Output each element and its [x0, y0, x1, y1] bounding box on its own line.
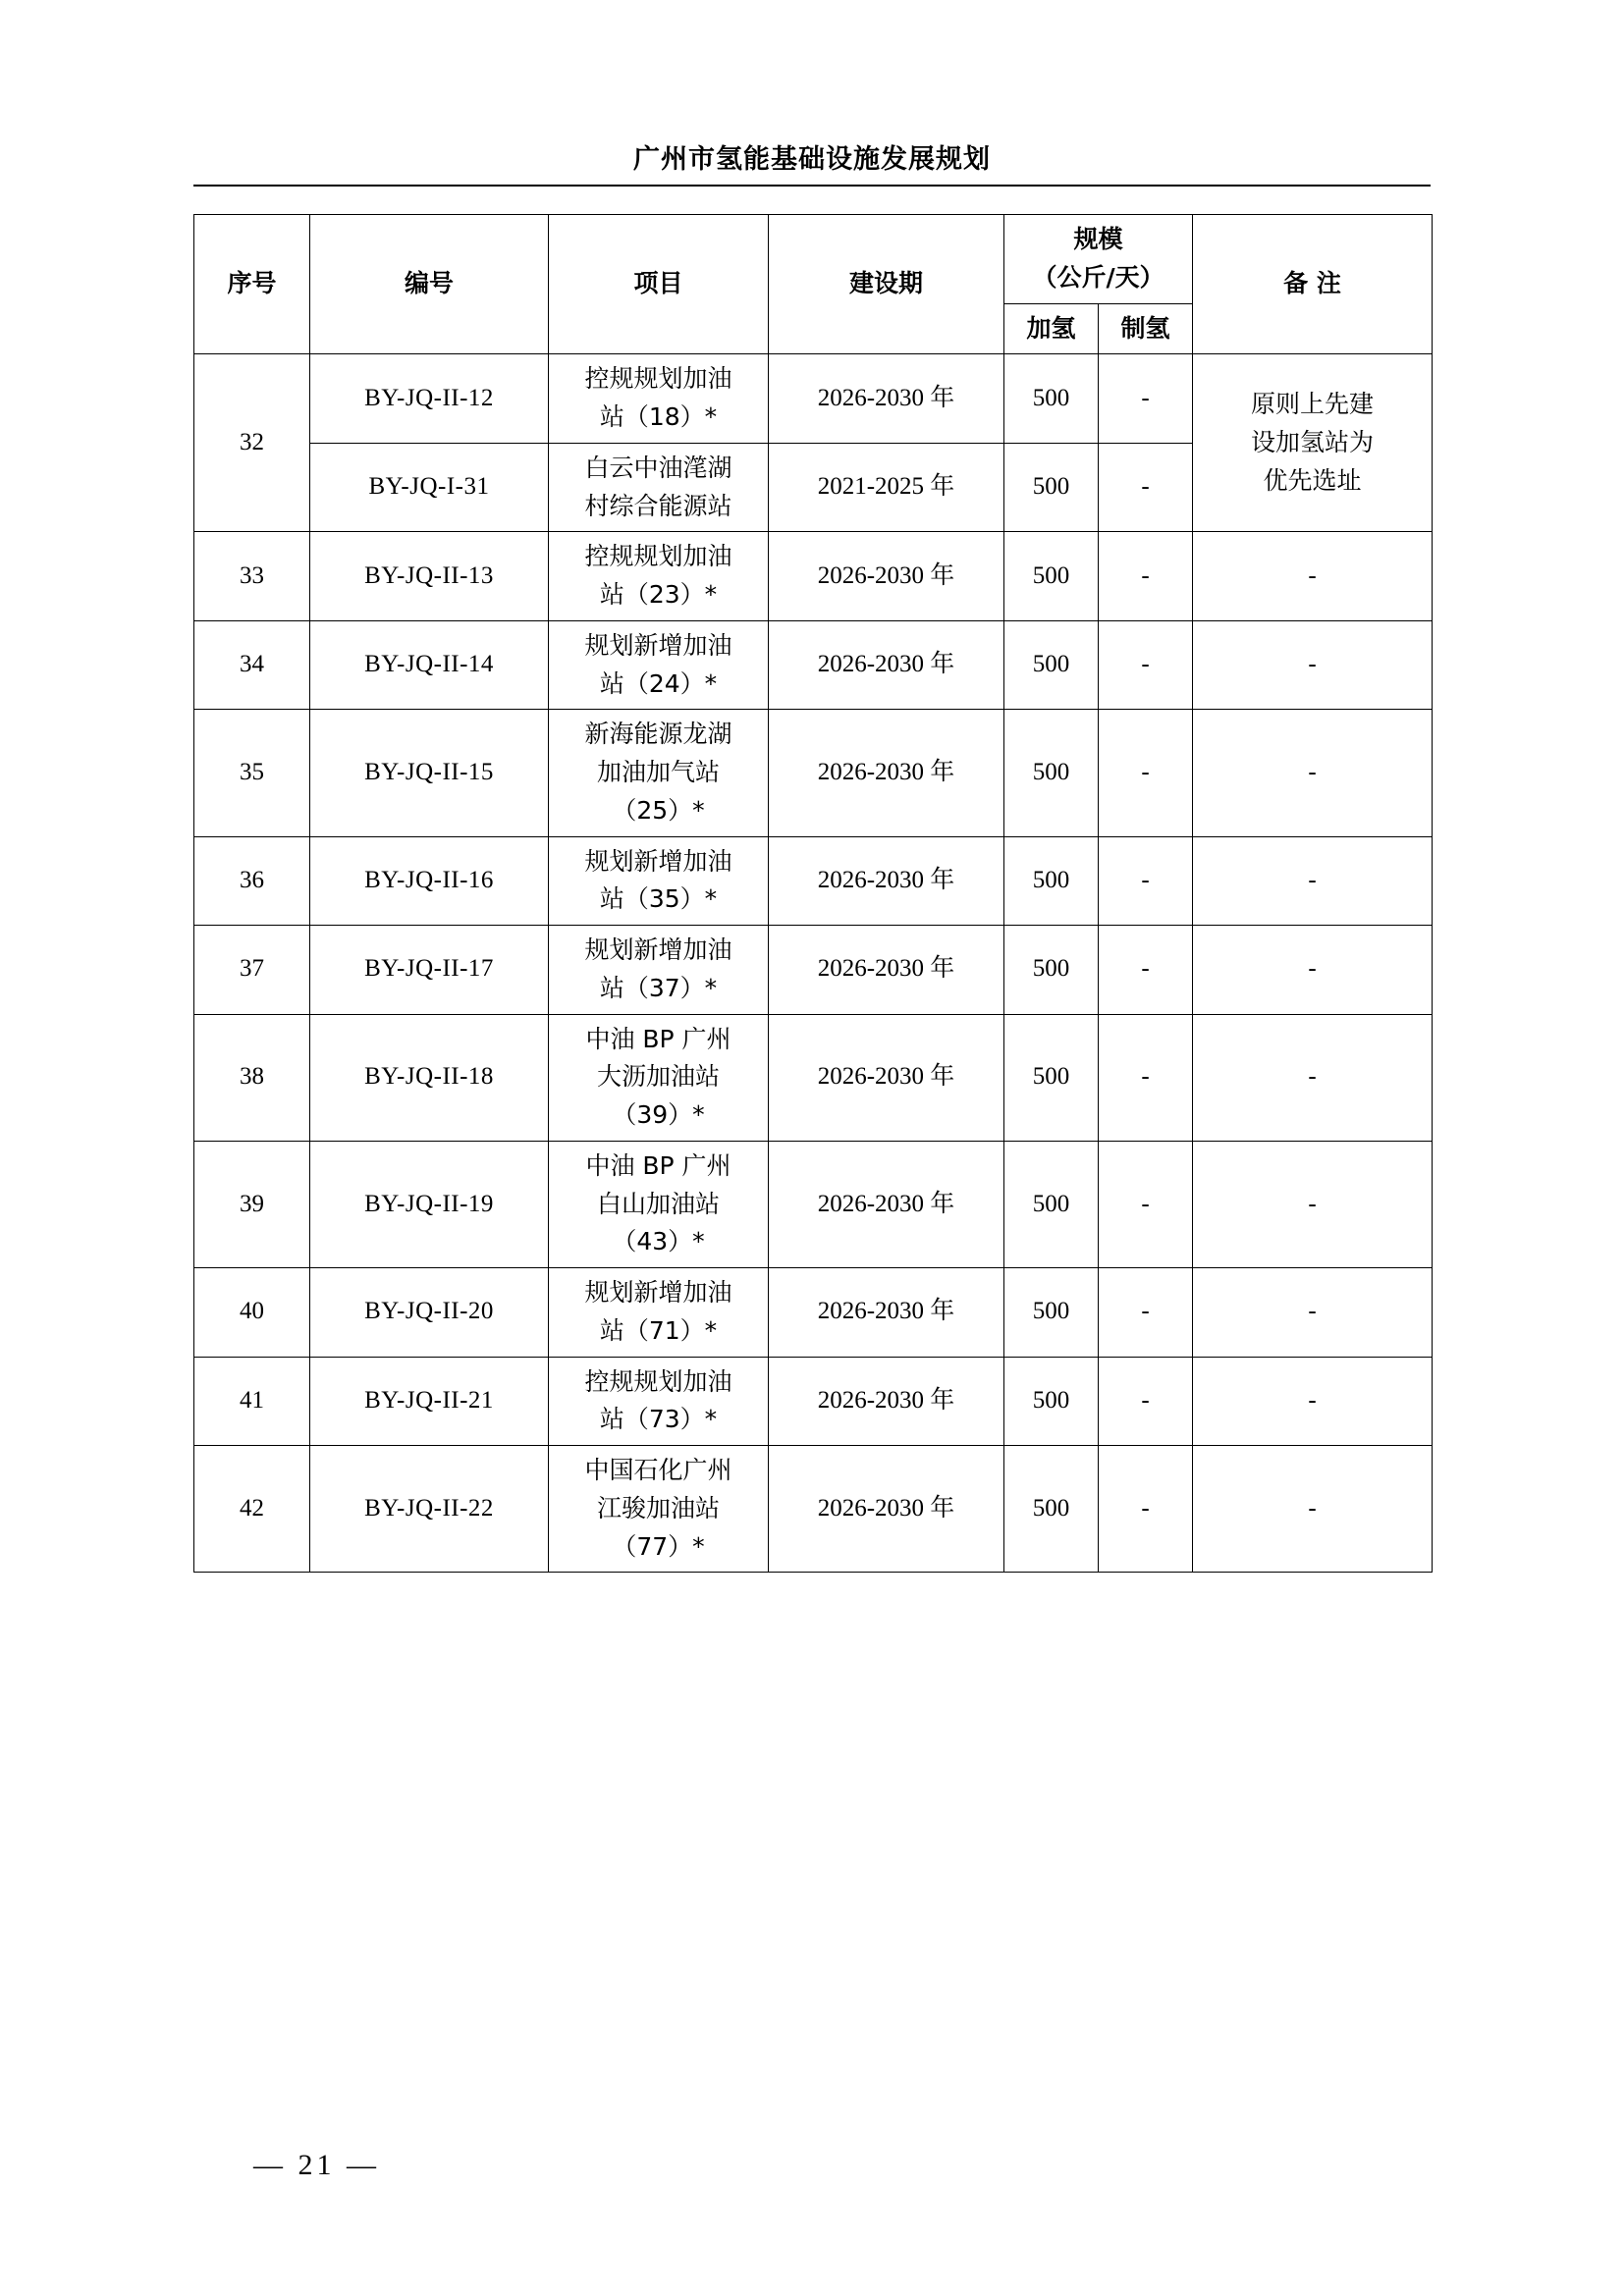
header-scale-title: 规模 — [1073, 225, 1123, 253]
table-header-row-1 — [194, 215, 1433, 304]
table-row — [194, 1014, 1433, 1141]
project-line: 大沥加油站 — [596, 1062, 720, 1092]
cell-code: BY-JQ-II-12 — [310, 354, 549, 444]
note-line: 设加氢站为 — [1251, 427, 1375, 456]
cell-period: 2026-2030 年 — [769, 1141, 1004, 1267]
project-line: （39）* — [612, 1100, 705, 1129]
cell-seq: 34 — [194, 620, 310, 710]
project-line: 中油 BP 广州 — [585, 1024, 731, 1053]
cell-code: BY-JQ-II-21 — [310, 1357, 549, 1446]
table-container — [193, 214, 1432, 1573]
cell-fill: 500 — [1004, 532, 1099, 621]
cell-period: 2026-2030 年 — [769, 836, 1004, 926]
cell-period: 2026-2030 年 — [769, 710, 1004, 836]
project-line: 站（18）* — [599, 402, 718, 431]
cell-project — [549, 1268, 769, 1358]
project-line: 加油加气站 — [596, 758, 720, 786]
project-line: （25）* — [612, 795, 705, 825]
cell-period: 2026-2030 年 — [769, 532, 1004, 621]
cell-note: - — [1193, 1268, 1433, 1358]
project-line: 站（35）* — [599, 884, 718, 914]
table-row — [194, 1357, 1433, 1446]
cell-project — [549, 1446, 769, 1573]
page-number: — 21 — — [253, 2149, 380, 2181]
cell-make: - — [1099, 532, 1193, 621]
project-line: 新海能源龙湖 — [584, 720, 732, 749]
table-row — [194, 532, 1433, 621]
cell-project — [549, 710, 769, 836]
header-scale — [1004, 215, 1193, 304]
cell-code: BY-JQ-II-22 — [310, 1446, 549, 1573]
page-header-title: 广州市氢能基础设施发展规划 — [633, 144, 991, 175]
cell-note — [1193, 354, 1433, 532]
project-line: 控规规划加油 — [584, 542, 732, 571]
cell-note: - — [1193, 710, 1433, 836]
header-project: 项目 — [549, 215, 769, 354]
cell-code: BY-JQ-II-18 — [310, 1014, 549, 1141]
header-code: 编号 — [310, 215, 549, 354]
cell-make: - — [1099, 1357, 1193, 1446]
cell-code: BY-JQ-II-16 — [310, 836, 549, 926]
table-row — [194, 354, 1433, 444]
cell-code: BY-JQ-II-13 — [310, 532, 549, 621]
note-line: 优先选址 — [1263, 465, 1362, 495]
project-line: 中油 BP 广州 — [585, 1150, 731, 1180]
table-row — [194, 620, 1433, 710]
cell-period: 2026-2030 年 — [769, 620, 1004, 710]
cell-project — [549, 1014, 769, 1141]
project-line: 江骏加油站 — [596, 1493, 720, 1522]
cell-period: 2026-2030 年 — [769, 1268, 1004, 1358]
cell-make: - — [1099, 1446, 1193, 1573]
cell-fill: 500 — [1004, 926, 1099, 1015]
cell-code: BY-JQ-II-14 — [310, 620, 549, 710]
cell-seq: 35 — [194, 710, 310, 836]
project-line: 站（23）* — [599, 580, 718, 609]
cell-make: - — [1099, 354, 1193, 444]
project-line: 控规规划加油 — [584, 364, 732, 394]
project-line: （43）* — [612, 1227, 705, 1256]
cell-make: - — [1099, 1268, 1193, 1358]
cell-project — [549, 926, 769, 1015]
cell-fill: 500 — [1004, 710, 1099, 836]
cell-project — [549, 620, 769, 710]
cell-seq: 32 — [194, 354, 310, 532]
cell-seq: 38 — [194, 1014, 310, 1141]
project-line: 站（37）* — [599, 973, 718, 1002]
cell-period: 2026-2030 年 — [769, 1357, 1004, 1446]
cell-make: - — [1099, 710, 1193, 836]
cell-fill: 500 — [1004, 443, 1099, 532]
cell-seq: 40 — [194, 1268, 310, 1358]
cell-fill: 500 — [1004, 1446, 1099, 1573]
hydrogen-station-table — [193, 214, 1433, 1573]
cell-make: - — [1099, 926, 1193, 1015]
table-row — [194, 1268, 1433, 1358]
cell-fill: 500 — [1004, 354, 1099, 444]
cell-fill: 500 — [1004, 1141, 1099, 1267]
cell-period: 2026-2030 年 — [769, 1014, 1004, 1141]
table-row — [194, 926, 1433, 1015]
cell-fill: 500 — [1004, 1268, 1099, 1358]
cell-note: - — [1193, 926, 1433, 1015]
cell-code: BY-JQ-I-31 — [310, 443, 549, 532]
cell-code: BY-JQ-II-19 — [310, 1141, 549, 1267]
table-row — [194, 710, 1433, 836]
cell-project — [549, 836, 769, 926]
cell-seq: 37 — [194, 926, 310, 1015]
header-hydrogen-make: 制氢 — [1099, 303, 1193, 354]
project-line: （77）* — [612, 1531, 705, 1561]
header-divider — [193, 185, 1431, 187]
cell-note: - — [1193, 620, 1433, 710]
cell-note: - — [1193, 836, 1433, 926]
project-line: 村综合能源站 — [584, 491, 732, 520]
header-note: 备 注 — [1193, 215, 1433, 354]
table-header — [194, 215, 1433, 354]
cell-make: - — [1099, 443, 1193, 532]
table-row — [194, 1141, 1433, 1267]
project-line: 控规规划加油 — [584, 1366, 732, 1396]
cell-note: - — [1193, 1357, 1433, 1446]
cell-make: - — [1099, 1141, 1193, 1267]
project-line: 白云中油滗湖 — [584, 453, 732, 482]
cell-seq: 39 — [194, 1141, 310, 1267]
header-hydrogen-fill: 加氢 — [1004, 303, 1099, 354]
cell-seq: 41 — [194, 1357, 310, 1446]
table-row — [194, 836, 1433, 926]
cell-period: 2026-2030 年 — [769, 354, 1004, 444]
project-line: 规划新增加油 — [584, 1278, 732, 1307]
cell-fill: 500 — [1004, 1014, 1099, 1141]
cell-seq: 42 — [194, 1446, 310, 1573]
cell-period: 2021-2025 年 — [769, 443, 1004, 532]
cell-fill: 500 — [1004, 1357, 1099, 1446]
cell-period: 2026-2030 年 — [769, 926, 1004, 1015]
project-line: 站（73）* — [599, 1405, 718, 1434]
header-scale-unit: （公斤/天） — [1032, 262, 1164, 292]
table-row — [194, 1446, 1433, 1573]
note-line: 原则上先建 — [1251, 390, 1375, 419]
cell-period: 2026-2030 年 — [769, 1446, 1004, 1573]
project-line: 站（24）* — [599, 668, 718, 698]
cell-project — [549, 354, 769, 444]
cell-project — [549, 1141, 769, 1267]
cell-seq: 33 — [194, 532, 310, 621]
cell-note: - — [1193, 532, 1433, 621]
cell-note: - — [1193, 1141, 1433, 1267]
cell-note: - — [1193, 1446, 1433, 1573]
cell-project — [549, 1357, 769, 1446]
header-period: 建设期 — [769, 215, 1004, 354]
project-line: 规划新增加油 — [584, 935, 732, 964]
cell-project — [549, 532, 769, 621]
cell-make: - — [1099, 836, 1193, 926]
project-line: 白山加油站 — [596, 1189, 720, 1218]
cell-make: - — [1099, 1014, 1193, 1141]
project-line: 规划新增加油 — [584, 846, 732, 876]
project-line: 规划新增加油 — [584, 630, 732, 660]
cell-note: - — [1193, 1014, 1433, 1141]
project-line: 中国石化广州 — [584, 1456, 732, 1484]
header-seq: 序号 — [194, 215, 310, 354]
cell-make: - — [1099, 620, 1193, 710]
cell-fill: 500 — [1004, 620, 1099, 710]
cell-code: BY-JQ-II-20 — [310, 1268, 549, 1358]
cell-code: BY-JQ-II-17 — [310, 926, 549, 1015]
table-body — [194, 354, 1433, 1573]
cell-code: BY-JQ-II-15 — [310, 710, 549, 836]
project-line: 站（71）* — [599, 1315, 718, 1345]
cell-seq: 36 — [194, 836, 310, 926]
cell-fill: 500 — [1004, 836, 1099, 926]
cell-project — [549, 443, 769, 532]
